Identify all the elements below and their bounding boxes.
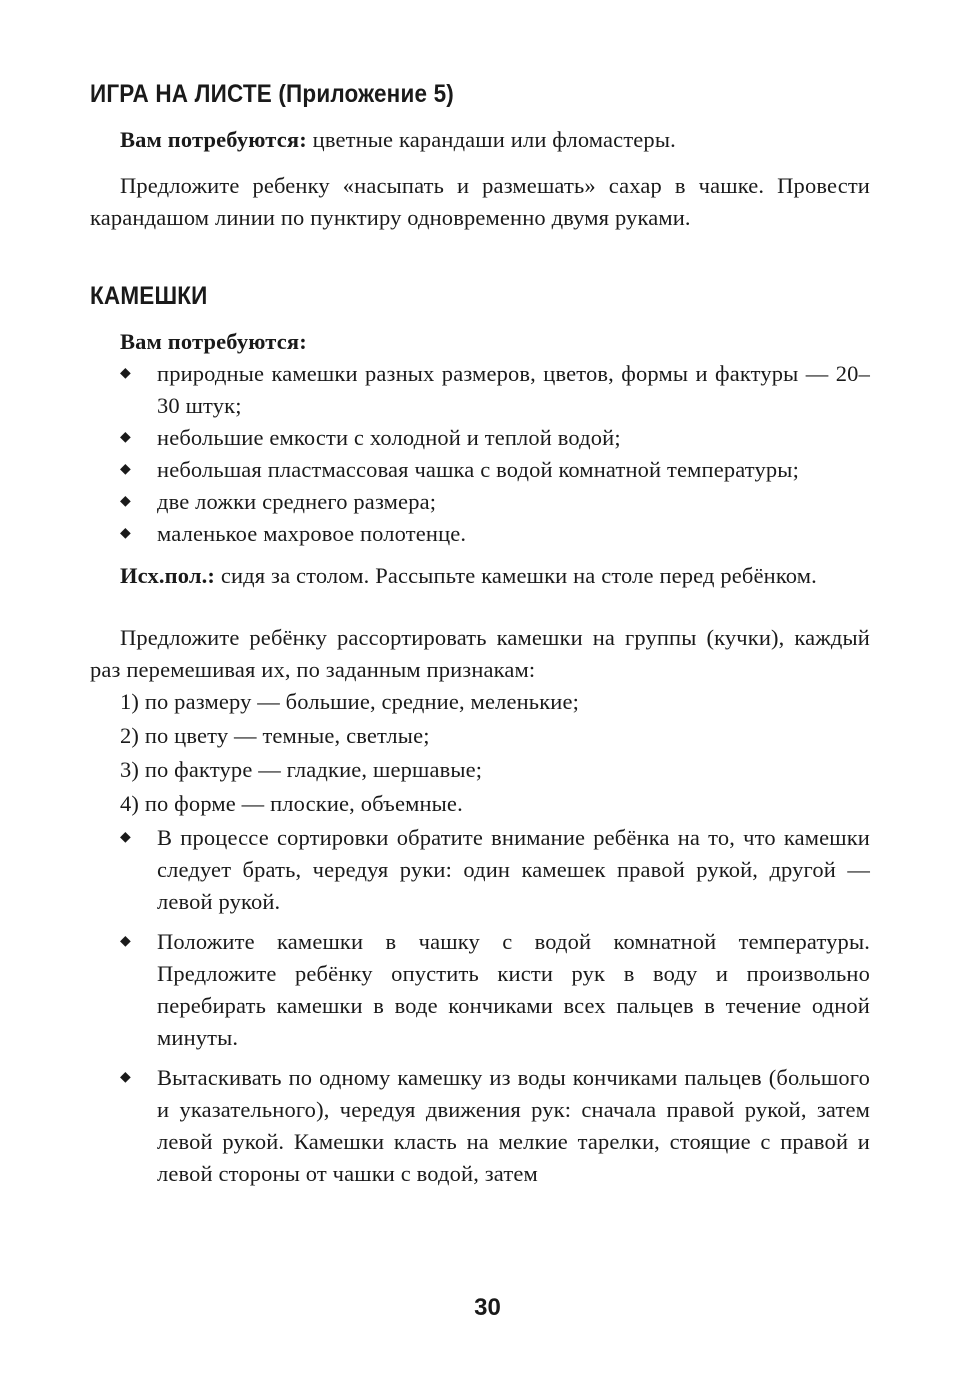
list-item: ◆ небольшая пластмассовая чашка с водой комнатной температуры; [90,454,870,486]
page-number: 30 [474,1294,501,1321]
sorting-criteria-list [90,686,870,820]
list-item: 3) по фактуре — гладкие, шершавые; [120,757,483,782]
diamond-bullet-icon: ◆ [120,830,131,845]
requirements-label: Вам потребуются: [120,329,307,354]
sorting-intro-paragraph: Предложите ребёнку рассортировать камешки на группы (кучки), каждый раз перемешивая их, по заданным признакам: [90,625,870,682]
section-heading-pebbles: КАМЕШКИ [90,282,208,310]
section-heading-game-on-sheet: ИГРА НА ЛИСТЕ (Приложение 5) [90,80,454,108]
document-page [90,78,870,1198]
diamond-bullet-icon: ◆ [120,526,131,541]
diamond-bullet-icon: ◆ [120,366,131,381]
diamond-bullet-icon: ◆ [120,934,131,949]
list-item: ◆ природные камешки разных размеров, цветов, формы и фактуры — 20–30 штук; [90,358,870,422]
diamond-bullet-icon: ◆ [120,494,131,509]
list-item: ◆ маленькое махровое полотенце. [90,518,870,550]
list-item: ◆ В процессе сортировки обратите внимание ребёнка на то, что камешки следует брать, чередуя руки: один камешек правой рукой, другой — левой рукой. [90,822,870,918]
list-item: 4) по форме — плоские, объемные. [120,791,463,816]
diamond-bullet-icon: ◆ [120,462,131,477]
diamond-bullet-icon: ◆ [120,1070,131,1085]
list-item: 2) по цвету — темные, светлые; [120,723,430,748]
materials-list [90,358,870,550]
starting-position-text: сидя за столом. Рассыпьте камешки на столе перед ребёнком. [215,563,817,588]
list-item: ◆ небольшие емкости с холодной и теплой водой; [90,422,870,454]
requirements-label: Вам потребуются: [120,127,307,152]
list-item: 1) по размеру — большие, средние, меленькие; [120,689,580,714]
requirements-text: цветные карандаши или фломастеры. [306,127,676,152]
instruction-paragraph: Предложите ребенку «насыпать и размешать» сахар в чашке. Провести карандашом линии по пунктиру одновременно двумя руками. [90,173,870,230]
list-item: ◆ Вытаскивать по одному камешку из воды кончиками пальцев (большого и указательного), чередуя движения рук: сначала правой рукой, затем левой рукой. Камешки класть на мелкие тарелки, стоящие с правой и левой стороны от чашки с водой, затем [90,1062,870,1190]
steps-list [90,822,870,1190]
starting-position-paragraph [90,560,870,592]
requirements-line [120,124,870,156]
list-item: ◆ две ложки среднего размера; [90,486,870,518]
requirements-label-line [120,326,870,358]
list-item: ◆ Положите камешки в чашку с водой комнатной температуры. Предложите ребёнку опустить кисти рук в воду и произвольно перебирать камешки в воде кончиками всех пальцев в течение одной минуты. [90,926,870,1054]
starting-position-label: Исх.пол.: [120,563,216,588]
diamond-bullet-icon: ◆ [120,430,131,445]
